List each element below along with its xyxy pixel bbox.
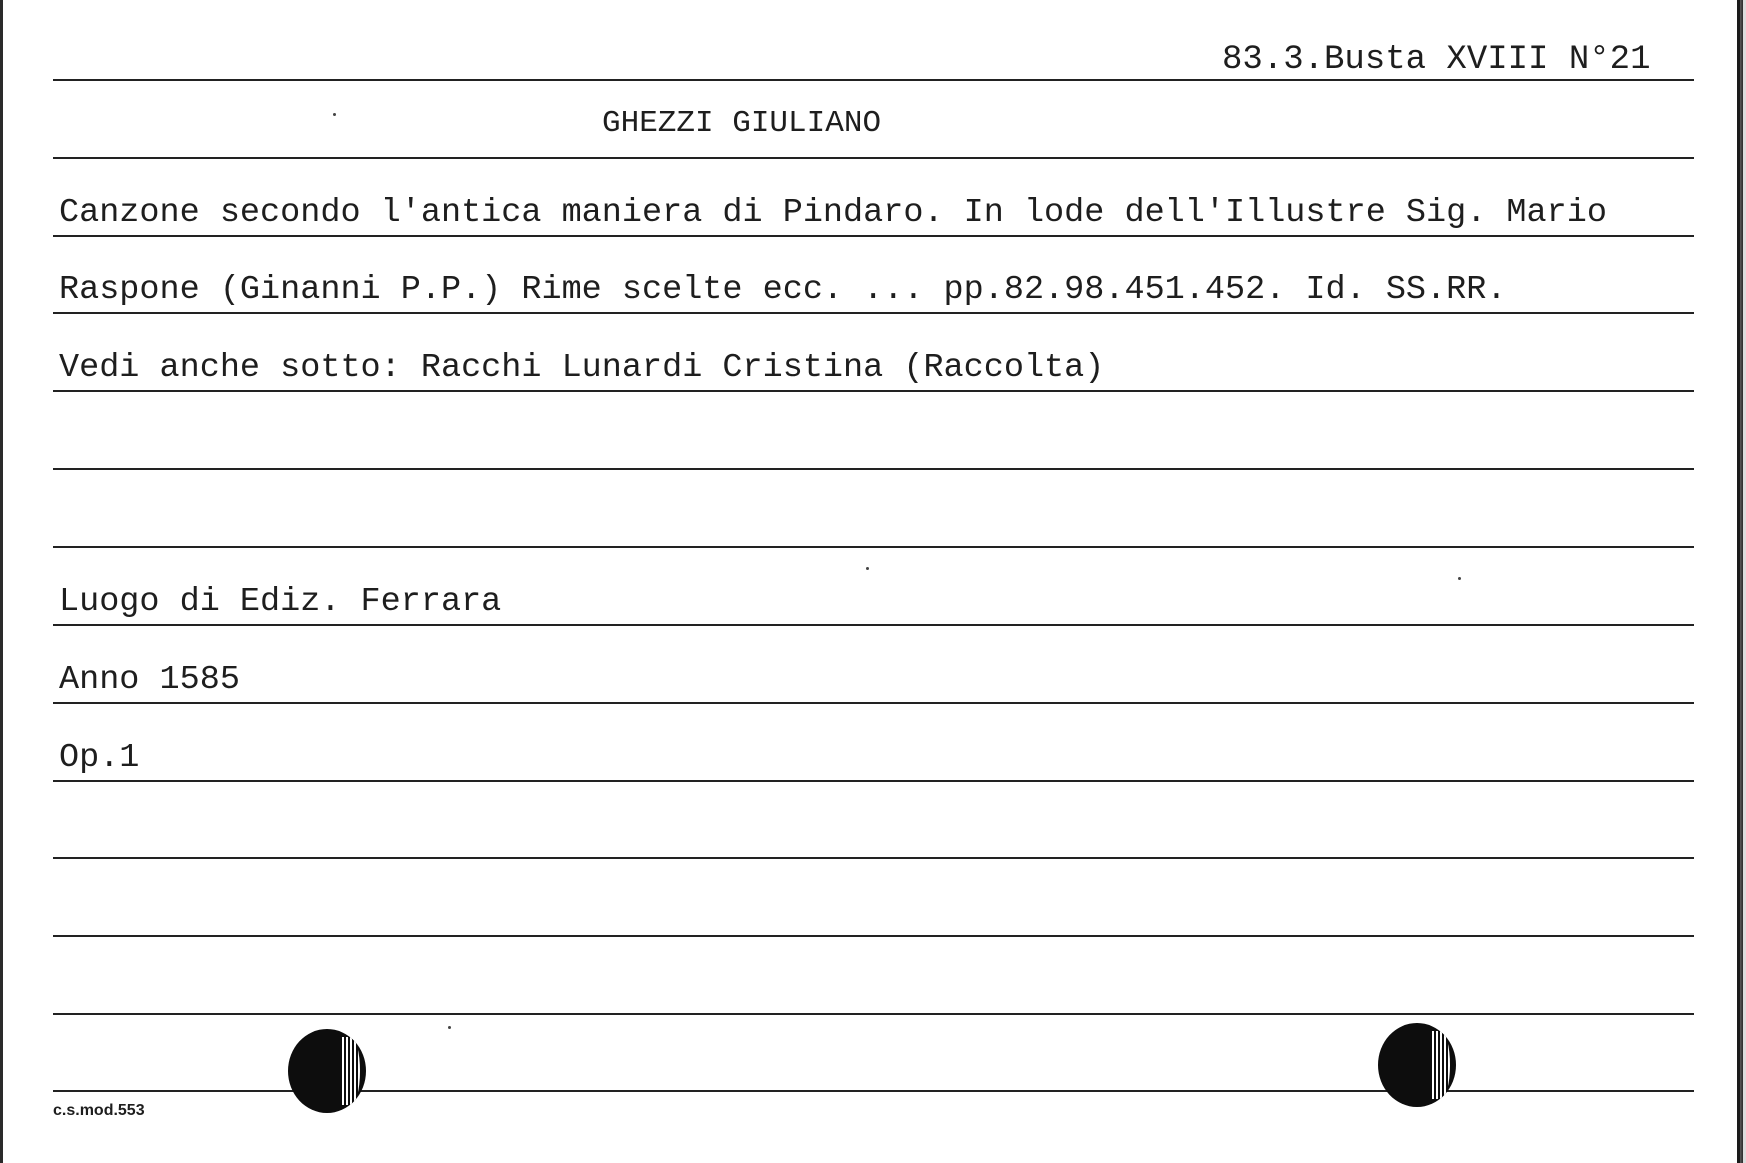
ruled-line [53, 235, 1694, 237]
ruled-line [53, 546, 1694, 548]
place-of-edition: Luogo di Ediz. Ferrara [59, 583, 502, 621]
scan-speck [333, 113, 336, 116]
card-left-edge [0, 0, 3, 1163]
ruled-line [53, 702, 1694, 704]
ruled-line [53, 857, 1694, 859]
ruled-line [53, 468, 1694, 470]
card-right-edge [1735, 0, 1746, 1163]
ruled-line [53, 780, 1694, 782]
punch-hole-left [288, 1029, 366, 1113]
opus-number: Op.1 [59, 739, 140, 777]
ruled-line [53, 312, 1694, 314]
see-also-note: Vedi anche sotto: Racchi Lunardi Cristina (Raccolta) [59, 349, 1105, 387]
year-of-edition: Anno 1585 [59, 661, 240, 699]
title-line-1: Canzone secondo l'antica maniera di Pindaro. In lode dell'Illustre Sig. Mario [59, 194, 1607, 232]
shelf-reference: 83.3.Busta XVIII N°21 [1222, 41, 1651, 79]
ruled-line [53, 624, 1694, 626]
scan-speck [1458, 577, 1461, 580]
form-code: c.s.mod.553 [53, 1102, 145, 1119]
author-heading: GHEZZI GIULIANO [602, 106, 882, 141]
scan-speck [866, 567, 869, 570]
ruled-line [53, 390, 1694, 392]
ruled-line [53, 935, 1694, 937]
punch-hole-right [1378, 1023, 1456, 1107]
ruled-line [53, 1013, 1694, 1015]
title-line-2: Raspone (Ginanni P.P.) Rime scelte ecc. ... pp.82.98.451.452. Id. SS.RR. [59, 271, 1507, 309]
scan-speck [448, 1026, 451, 1029]
ruled-line [53, 157, 1694, 159]
